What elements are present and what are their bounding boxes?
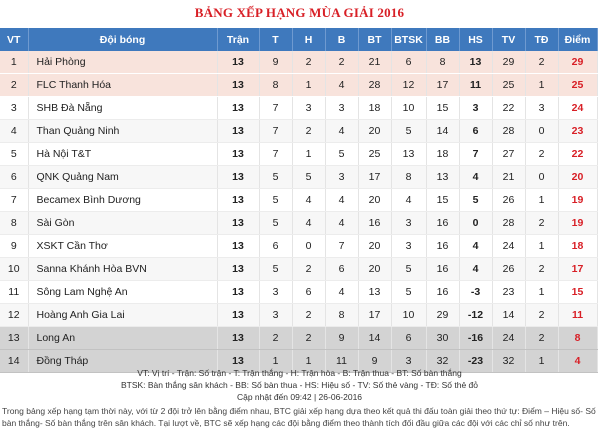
col-header-position[interactable]: VT (0, 28, 28, 51)
cell-red-cards: 1 (525, 235, 558, 258)
cell-team[interactable]: Long An (28, 327, 217, 350)
cell-red-cards: 1 (525, 350, 558, 373)
table-row[interactable] (0, 189, 597, 212)
cell-position: 10 (0, 258, 28, 281)
cell-losses: 5 (325, 143, 358, 166)
cell-team[interactable]: QNK Quảng Nam (28, 166, 217, 189)
table-row[interactable] (0, 51, 597, 74)
cell-position: 2 (0, 74, 28, 97)
cell-points: 20 (558, 166, 597, 189)
cell-red-cards: 2 (525, 304, 558, 327)
cell-draws: 1 (292, 143, 325, 166)
cell-goals-against: 15 (426, 189, 459, 212)
table-row[interactable] (0, 212, 597, 235)
cell-yellow-cards: 24 (492, 327, 525, 350)
cell-away-goals: 10 (391, 304, 426, 327)
cell-losses: 4 (325, 74, 358, 97)
cell-yellow-cards: 32 (492, 350, 525, 373)
cell-played: 13 (217, 189, 259, 212)
cell-wins: 9 (259, 51, 292, 74)
cell-points: 11 (558, 304, 597, 327)
cell-goal-diff: 5 (459, 189, 492, 212)
cell-wins: 7 (259, 97, 292, 120)
cell-goals-against: 16 (426, 258, 459, 281)
tiebreak-note: Trong bảng xếp hạng tạm thời này, với từ 2 đội trở lên bằng điểm nhau, BTC giải xếp hạng dựa theo kết quả thi đấu toàn giải theo thứ tự: Điểm – Hiệu số- Số bàn thắng- Số bàn thắng trên sân khách. Tại lượt về, BTC sẽ xếp hạng các đội bằng điểm theo thành tích đối đầu giữa các đội với các chỉ số như trên. (2, 406, 596, 428)
cell-played: 13 (217, 74, 259, 97)
cell-points: 19 (558, 212, 597, 235)
cell-draws: 2 (292, 120, 325, 143)
cell-wins: 5 (259, 166, 292, 189)
cell-position: 6 (0, 166, 28, 189)
cell-red-cards: 2 (525, 258, 558, 281)
cell-goal-diff: -12 (459, 304, 492, 327)
table-row[interactable] (0, 120, 597, 143)
cell-position: 14 (0, 350, 28, 373)
cell-yellow-cards: 27 (492, 143, 525, 166)
cell-wins: 3 (259, 281, 292, 304)
cell-team[interactable]: Hà Nội T&T (28, 143, 217, 166)
cell-yellow-cards: 28 (492, 212, 525, 235)
legend-line-1: VT: Vị trí - Trận: Số trận - T: Trận thắng - H: Trận hòa - B: Trận thua - BT: Số bàn thắng (137, 368, 462, 378)
cell-red-cards: 3 (525, 97, 558, 120)
cell-goals-for: 18 (358, 97, 391, 120)
table-row[interactable] (0, 304, 597, 327)
cell-goals-against: 29 (426, 304, 459, 327)
cell-team[interactable]: Than Quảng Ninh (28, 120, 217, 143)
cell-away-goals: 6 (391, 51, 426, 74)
cell-draws: 2 (292, 258, 325, 281)
cell-position: 9 (0, 235, 28, 258)
cell-goals-for: 17 (358, 166, 391, 189)
cell-goals-for: 16 (358, 212, 391, 235)
cell-goals-against: 16 (426, 212, 459, 235)
cell-wins: 2 (259, 327, 292, 350)
cell-goals-for: 20 (358, 120, 391, 143)
col-header-points[interactable]: Điểm (558, 28, 597, 51)
cell-away-goals: 6 (391, 327, 426, 350)
table-title: BẢNG XẾP HẠNG MÙA GIẢI 2016 (194, 5, 405, 20)
table-row[interactable] (0, 258, 597, 281)
col-header-goal-diff[interactable]: HS (459, 28, 492, 51)
cell-losses: 6 (325, 258, 358, 281)
cell-position: 13 (0, 327, 28, 350)
table-row[interactable] (0, 97, 597, 120)
cell-draws: 1 (292, 350, 325, 373)
cell-yellow-cards: 24 (492, 235, 525, 258)
table-row[interactable] (0, 74, 597, 97)
cell-goal-diff: 13 (459, 51, 492, 74)
cell-goal-diff: -16 (459, 327, 492, 350)
cell-played: 13 (217, 212, 259, 235)
cell-wins: 7 (259, 143, 292, 166)
table-row[interactable] (0, 166, 597, 189)
cell-draws: 4 (292, 189, 325, 212)
cell-points: 29 (558, 51, 597, 74)
cell-team[interactable]: Hải Phòng (28, 51, 217, 74)
cell-losses: 4 (325, 281, 358, 304)
cell-away-goals: 3 (391, 350, 426, 373)
cell-played: 13 (217, 235, 259, 258)
cell-team[interactable]: Sanna Khánh Hòa BVN (28, 258, 217, 281)
cell-played: 13 (217, 143, 259, 166)
cell-away-goals: 10 (391, 97, 426, 120)
cell-away-goals: 5 (391, 258, 426, 281)
cell-goal-diff: -23 (459, 350, 492, 373)
cell-yellow-cards: 28 (492, 120, 525, 143)
cell-team[interactable]: FLC Thanh Hóa (28, 74, 217, 97)
col-header-team[interactable]: Đội bóng (28, 28, 217, 51)
cell-goal-diff: 4 (459, 258, 492, 281)
cell-goal-diff: 7 (459, 143, 492, 166)
cell-goals-against: 15 (426, 97, 459, 120)
table-row[interactable] (0, 281, 597, 304)
cell-wins: 8 (259, 74, 292, 97)
cell-position: 3 (0, 97, 28, 120)
cell-yellow-cards: 14 (492, 304, 525, 327)
cell-away-goals: 13 (391, 143, 426, 166)
cell-yellow-cards: 26 (492, 189, 525, 212)
standings-body (0, 51, 597, 373)
cell-losses: 4 (325, 189, 358, 212)
cell-position: 8 (0, 212, 28, 235)
cell-goals-for: 14 (358, 327, 391, 350)
cell-draws: 6 (292, 281, 325, 304)
cell-team[interactable]: Sông Lam Nghệ An (28, 281, 217, 304)
header-row (0, 28, 597, 51)
cell-losses: 7 (325, 235, 358, 258)
cell-wins: 5 (259, 189, 292, 212)
cell-goals-against: 8 (426, 51, 459, 74)
cell-away-goals: 5 (391, 281, 426, 304)
cell-goals-against: 13 (426, 166, 459, 189)
cell-goals-for: 28 (358, 74, 391, 97)
last-updated: Cập nhật đến 09:42 | 26-06-2016 (236, 392, 363, 402)
cell-points: 4 (558, 350, 597, 373)
cell-goals-against: 17 (426, 74, 459, 97)
cell-away-goals: 3 (391, 212, 426, 235)
cell-wins: 7 (259, 120, 292, 143)
cell-away-goals: 5 (391, 120, 426, 143)
cell-losses: 3 (325, 166, 358, 189)
cell-red-cards: 0 (525, 120, 558, 143)
cell-played: 13 (217, 120, 259, 143)
cell-goals-against: 16 (426, 281, 459, 304)
cell-played: 13 (217, 327, 259, 350)
cell-draws: 3 (292, 97, 325, 120)
legend-line-2: BTSK: Bàn thắng sân khách - BB: Số bàn thua - HS: Hiệu số - TV: Số thẻ vàng - TĐ: Số thẻ đỏ (120, 380, 479, 390)
cell-points: 8 (558, 327, 597, 350)
cell-wins: 6 (259, 235, 292, 258)
cell-wins: 5 (259, 212, 292, 235)
col-header-away-goals[interactable]: BTSK (391, 28, 426, 51)
cell-position: 12 (0, 304, 28, 327)
cell-team[interactable]: Sài Gòn (28, 212, 217, 235)
table-row[interactable] (0, 327, 597, 350)
cell-draws: 5 (292, 166, 325, 189)
cell-wins: 5 (259, 258, 292, 281)
cell-points: 25 (558, 74, 597, 97)
cell-draws: 1 (292, 74, 325, 97)
cell-points: 17 (558, 258, 597, 281)
cell-losses: 4 (325, 120, 358, 143)
cell-away-goals: 4 (391, 189, 426, 212)
cell-goal-diff: -3 (459, 281, 492, 304)
cell-draws: 2 (292, 51, 325, 74)
cell-red-cards: 0 (525, 166, 558, 189)
cell-yellow-cards: 25 (492, 74, 525, 97)
cell-losses: 9 (325, 327, 358, 350)
cell-goals-against: 32 (426, 350, 459, 373)
cell-goals-against: 30 (426, 327, 459, 350)
cell-yellow-cards: 23 (492, 281, 525, 304)
cell-goals-for: 21 (358, 51, 391, 74)
cell-goal-diff: 3 (459, 97, 492, 120)
table-row[interactable] (0, 235, 597, 258)
cell-played: 13 (217, 350, 259, 373)
cell-red-cards: 2 (525, 143, 558, 166)
col-header-wins[interactable]: T (259, 28, 292, 51)
cell-team[interactable]: SHB Đà Nẵng (28, 97, 217, 120)
col-header-red-cards[interactable]: TĐ (525, 28, 558, 51)
cell-yellow-cards: 26 (492, 258, 525, 281)
col-header-draws[interactable]: H (292, 28, 325, 51)
cell-points: 23 (558, 120, 597, 143)
cell-position: 4 (0, 120, 28, 143)
cell-goals-for: 9 (358, 350, 391, 373)
cell-red-cards: 1 (525, 281, 558, 304)
cell-red-cards: 2 (525, 212, 558, 235)
cell-goals-for: 20 (358, 189, 391, 212)
cell-wins: 1 (259, 350, 292, 373)
cell-played: 13 (217, 258, 259, 281)
cell-away-goals: 12 (391, 74, 426, 97)
cell-losses: 2 (325, 51, 358, 74)
cell-team[interactable]: XSKT Cần Thơ (28, 235, 217, 258)
cell-points: 24 (558, 97, 597, 120)
cell-goal-diff: 11 (459, 74, 492, 97)
cell-draws: 0 (292, 235, 325, 258)
cell-yellow-cards: 22 (492, 97, 525, 120)
col-header-goals-for[interactable]: BT (358, 28, 391, 51)
cell-losses: 3 (325, 97, 358, 120)
cell-points: 19 (558, 189, 597, 212)
cell-goal-diff: 4 (459, 235, 492, 258)
cell-played: 13 (217, 97, 259, 120)
cell-position: 7 (0, 189, 28, 212)
standings-table (0, 28, 598, 373)
col-header-losses[interactable]: B (325, 28, 358, 51)
legend (0, 367, 599, 403)
cell-played: 13 (217, 51, 259, 74)
cell-goals-against: 18 (426, 143, 459, 166)
cell-team[interactable]: Hoàng Anh Gia Lai (28, 304, 217, 327)
cell-goal-diff: 4 (459, 166, 492, 189)
cell-goals-for: 25 (358, 143, 391, 166)
cell-team[interactable]: Becamex Bình Dương (28, 189, 217, 212)
cell-position: 5 (0, 143, 28, 166)
cell-draws: 2 (292, 304, 325, 327)
col-header-goals-against[interactable]: BB (426, 28, 459, 51)
cell-goal-diff: 6 (459, 120, 492, 143)
cell-yellow-cards: 29 (492, 51, 525, 74)
cell-red-cards: 1 (525, 189, 558, 212)
col-header-yellow-cards[interactable]: TV (492, 28, 525, 51)
cell-team[interactable]: Đồng Tháp (28, 350, 217, 373)
cell-goals-for: 17 (358, 304, 391, 327)
cell-goals-for: 20 (358, 258, 391, 281)
cell-position: 1 (0, 51, 28, 74)
cell-draws: 2 (292, 327, 325, 350)
cell-away-goals: 3 (391, 235, 426, 258)
cell-draws: 4 (292, 212, 325, 235)
cell-goals-for: 20 (358, 235, 391, 258)
cell-played: 13 (217, 166, 259, 189)
cell-goals-against: 14 (426, 120, 459, 143)
cell-wins: 3 (259, 304, 292, 327)
cell-points: 18 (558, 235, 597, 258)
cell-played: 13 (217, 304, 259, 327)
table-row[interactable] (0, 143, 597, 166)
cell-goals-for: 13 (358, 281, 391, 304)
cell-red-cards: 2 (525, 327, 558, 350)
cell-losses: 8 (325, 304, 358, 327)
cell-red-cards: 2 (525, 51, 558, 74)
cell-played: 13 (217, 281, 259, 304)
cell-points: 22 (558, 143, 597, 166)
cell-away-goals: 8 (391, 166, 426, 189)
cell-losses: 11 (325, 350, 358, 373)
cell-red-cards: 1 (525, 74, 558, 97)
cell-losses: 4 (325, 212, 358, 235)
cell-goals-against: 16 (426, 235, 459, 258)
cell-points: 15 (558, 281, 597, 304)
cell-position: 11 (0, 281, 28, 304)
cell-goal-diff: 0 (459, 212, 492, 235)
cell-yellow-cards: 21 (492, 166, 525, 189)
col-header-played[interactable]: Trận (217, 28, 259, 51)
